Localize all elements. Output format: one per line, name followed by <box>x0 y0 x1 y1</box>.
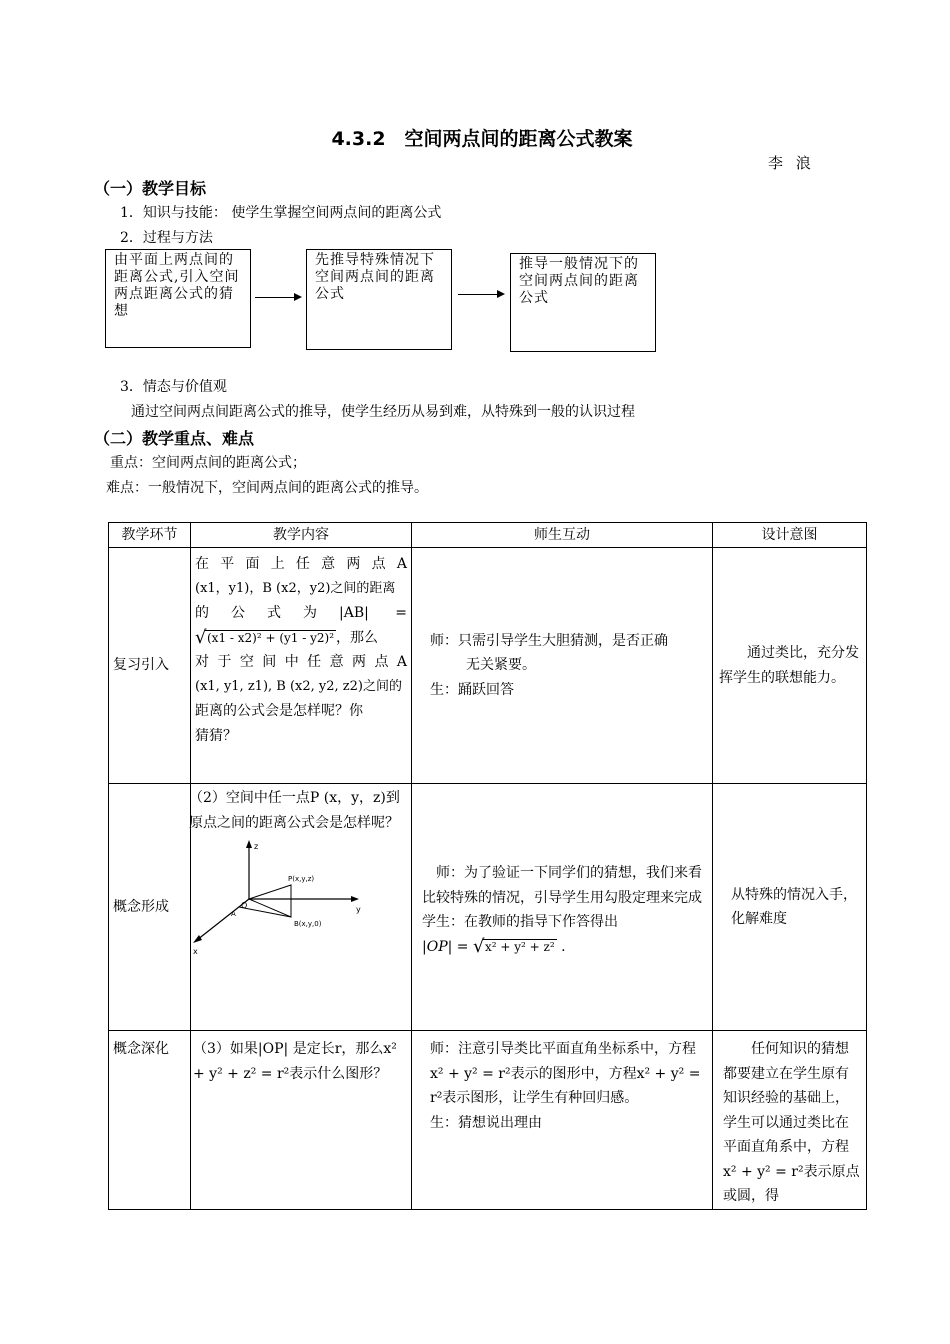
op-label: |OP| = <box>422 938 469 955</box>
table-header-row <box>109 523 867 548</box>
distance-formula-origin: √ x² + y² + z² <box>472 935 555 957</box>
distance-formula-2d: √ (x1 - x2)² + (y1 - y2)² <box>195 626 335 648</box>
header-interaction: 师生互动 <box>412 523 713 548</box>
row3-interaction <box>412 1031 713 1210</box>
row2-content <box>191 784 412 1031</box>
row1-content <box>191 548 412 784</box>
flow-box-1: 由平面上两点间的距离公式,引入空间两点距离公式的猜想 <box>105 249 251 348</box>
row1-interaction-student: 生：踊跃回答 <box>430 681 514 698</box>
x-axis-arrow <box>193 935 202 943</box>
table-row <box>109 1031 867 1210</box>
row2-op-line: |OP| = √ x² + y² + z² . <box>422 935 708 960</box>
section-heading-keypoints: （二）教学重点、难点 <box>94 429 255 448</box>
row1-interaction-teacher-cont: 无关紧要。 <box>466 657 536 674</box>
row1-content-line: 距离的公式会是怎样呢？你 <box>195 703 363 719</box>
row3-interaction-teacher: 师：注意引导类比平面直角坐标系中，方程x² + y² = r²表示的图形中，方程x² + y² = r²表示图形，让学生有种回归感。 <box>430 1041 701 1106</box>
fig-label-a: A <box>231 910 236 918</box>
flow-arrow-1 <box>255 297 300 298</box>
triangle-opb <box>249 885 291 917</box>
row1-interaction <box>412 548 713 784</box>
row1-stage: 复习引入 <box>109 548 191 784</box>
goal-item-knowledge: 1．知识与技能： 使学生掌握空间两点间的距离公式 <box>120 205 442 221</box>
row3-content: （3）如果|OP| 是定长r，那么x² + y² + z² = r²表示什么图形？ <box>191 1031 412 1210</box>
goal-item-values-text: 通过空间两点间距离公式的推导，使学生经历从易到难，从特殊到一般的认识过程 <box>131 404 635 420</box>
table-row <box>109 548 867 784</box>
coordinate-figure <box>191 837 371 957</box>
row1-content-line: 在平面上任意两点A <box>195 556 407 572</box>
page-title: 4.3.2 空间两点间的距离公式教案 <box>331 128 633 150</box>
lesson-table <box>108 522 867 1210</box>
flow-box-3: 推导一般情况下的空间两点间的距离公式 <box>510 253 656 352</box>
row2-stage: 概念形成 <box>109 784 191 1031</box>
row1-formula-line <box>195 626 407 651</box>
y-axis-arrow <box>351 896 359 902</box>
fig-label-p: P(x,y,z) <box>288 875 315 883</box>
fig-label-o: O <box>241 901 248 910</box>
author: 李 浪 <box>768 154 815 172</box>
fig-label-z: z <box>254 842 259 851</box>
z-axis-arrow <box>246 840 252 848</box>
row1-content-line: 的公式为|AB| = <box>195 605 407 621</box>
fig-label-b: B(x,y,0) <box>294 920 322 928</box>
row3-intent: 任何知识的猜想都要建立在学生原有知识经验的基础上，学生可以通过类比在平面直角系中，方程x² + y² = r²表示原点或圆，得 <box>713 1031 867 1210</box>
row2-interaction-student: 学生：在教师的指导下作答得出 <box>422 914 618 930</box>
row1-content-line: (x1, y1, z1), B (x2, y2, z2)之间的 <box>195 678 402 694</box>
row1-content-line: (x1，y1)，B (x2，y2)之间的距离 <box>195 580 396 596</box>
fig-label-x: x <box>193 947 198 956</box>
row2-intent: 从特殊的情况入手，化解难度 <box>713 784 867 1031</box>
row1-interaction-teacher: 师：只需引导学生大胆猜测，是否正确 <box>430 632 668 649</box>
flow-box-2: 先推导特殊情况下空间两点间的距离公式 <box>306 249 452 350</box>
row1-content-line: 对于空间中任意两点A <box>195 654 407 670</box>
header-content: 教学内容 <box>191 523 412 548</box>
goal-item-values: 3．情态与价值观 <box>120 379 227 395</box>
row2-question: （2）空间中任一点P (x，y，z)到原点之间的距离公式会是怎样呢？ <box>189 790 400 831</box>
row3-stage: 概念深化 <box>109 1031 191 1210</box>
goal-item-process: 2．过程与方法 <box>120 230 213 246</box>
row1-intent: 通过类比，充分发挥学生的联想能力。 <box>713 548 867 784</box>
row3-interaction-student: 生：猜想说出理由 <box>430 1114 542 1131</box>
flow-arrow-2 <box>458 294 503 295</box>
key-point: 重点：空间两点间的距离公式； <box>110 455 306 471</box>
row1-content-then: ，那么 <box>336 629 379 646</box>
row2-interaction <box>412 784 713 1031</box>
difficult-point: 难点：一般情况下，空间两点间的距离公式的推导。 <box>106 480 428 496</box>
fig-label-y: y <box>356 905 361 914</box>
header-intent: 设计意图 <box>713 523 867 548</box>
row2-interaction-teacher: 师：为了验证一下同学们的猜想，我们来看比较特殊的情况，引导学生用勾股定理来完成 <box>422 865 702 906</box>
section-heading-goals: （一）教学目标 <box>94 179 207 198</box>
table-row <box>109 784 867 1031</box>
row1-content-line: 猜猜？ <box>195 727 237 744</box>
header-stage: 教学环节 <box>109 523 191 548</box>
